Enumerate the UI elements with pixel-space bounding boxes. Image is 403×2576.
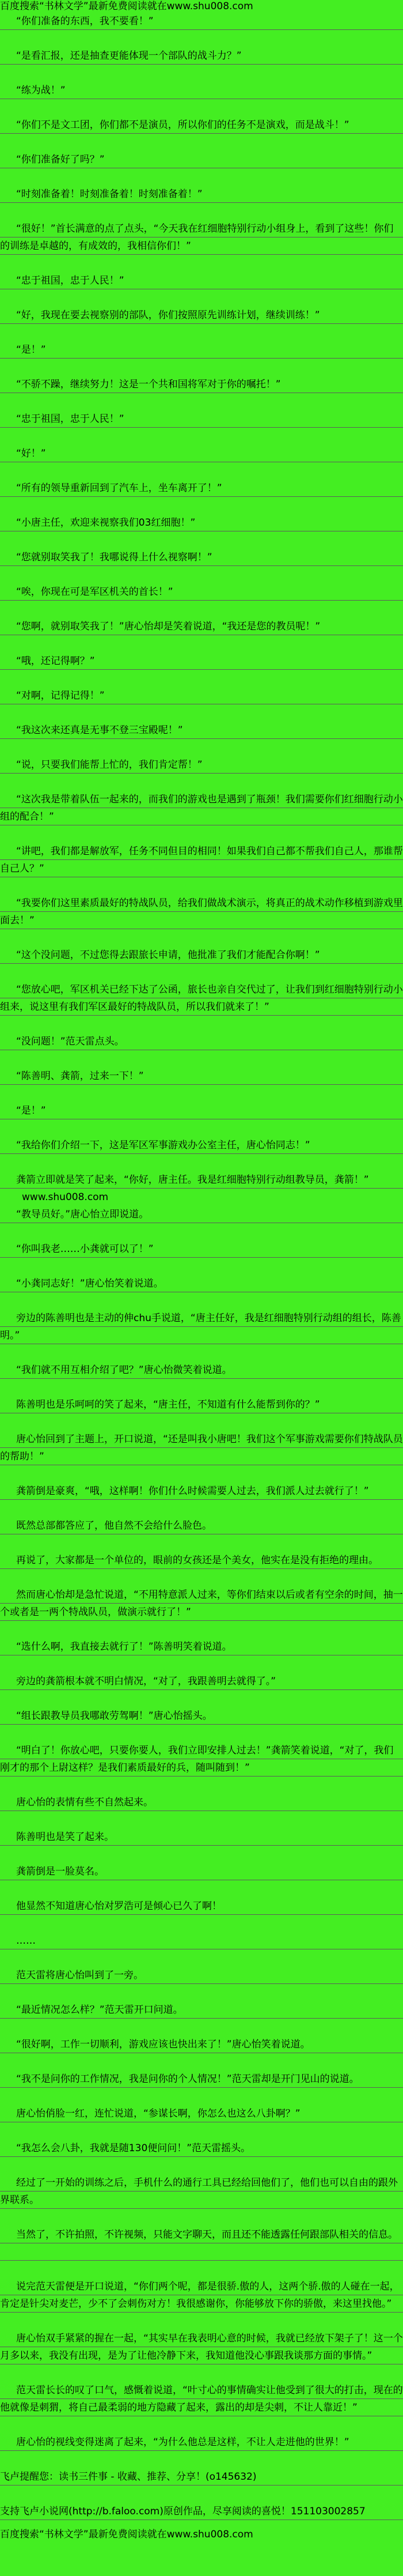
novel-paragraph: “没问题！”范天雷点头。 xyxy=(0,1033,403,1050)
novel-paragraph: “忠于祖国，忠于人民！” xyxy=(0,410,403,428)
novel-paragraph: 他显然不知道唐心怡对罗浩可是倾心已久了啊！ xyxy=(0,1898,403,1915)
novel-paragraph: “你们准备的东西，我不要看！” xyxy=(0,13,403,30)
novel-paragraph: “最近情况怎么样？”范天雷开口问道。 xyxy=(0,2001,403,2019)
novel-paragraph: 再说了，大家都是一个单位的，眼前的女孩还是个美女，他实在是没有拒绝的理由。 xyxy=(0,1552,403,1569)
novel-paragraph: 陈善明也是笑了起来。 xyxy=(0,1828,403,1846)
novel-paragraph: “小唐主任，欢迎来视察我们03红细胞！” xyxy=(0,514,403,531)
novel-paragraph: 既然总部都答应了，他自然不会给什么脸色。 xyxy=(0,1517,403,1534)
site-promo-header: 百度搜索“书林文学”最新免费阅读就在www.shu008.com xyxy=(0,1,253,12)
novel-paragraph: “这个没问题，不过您得去跟旅长申请，他批准了我们才能配合你啊！” xyxy=(0,946,403,964)
novel-paragraph: “时刻准备着！时刻准备着！时刻准备着！” xyxy=(0,186,403,203)
site-promo-footer: 百度搜索“书林文学”最新免费阅读就在www.shu008.com xyxy=(0,2529,253,2540)
novel-paragraph: 说完范天雷便是开口说道，“你们两个呢，都是很骄.傲的人，这两个骄.傲的人碰在一起，肯定是针尖对麦芒，少不了会刺伤对方！我很感谢你，你能够放下你的骄傲，来这里找他。” xyxy=(0,2278,403,2313)
novel-paragraph: 范天雷长长的叹了口气，感慨着说道，“叶寸心的事情确实让他受到了很大的打击，现在的他就像是刺猬，将自己最柔弱的地方隐藏了起来，露出的却是尖刺，不让人靠近！” xyxy=(0,2382,403,2416)
novel-paragraph: 唐心怡的表情有些不自然起来。 xyxy=(0,1794,403,1811)
novel-paragraph: 经过了一开始的训练之后，手机什么的通行工具已经给回他们了，他们也可以自由的跟外界联系。 xyxy=(0,2174,403,2209)
novel-paragraph: “好，我现在要去视察别的部队，你们按照原先训练计划，继续训练！” xyxy=(0,307,403,324)
novel-paragraph: 飞卢提醒您：读书三件事 - 收藏、推荐、分享！(o145632) xyxy=(0,2468,403,2486)
novel-paragraph: 唐心怡俏脸一红，连忙说道，“参谋长啊，你怎么也这么八卦啊？” xyxy=(0,2105,403,2122)
novel-paragraph: 唐心怡双手紧紧的握在一起，“其实早在我表明心意的时候，我就已经放下架子了！这一个月多以来，我没有出现，是为了让他冷静下来，我知道他没心事跟我谈那方面的事情。” xyxy=(0,2330,403,2364)
novel-paragraph: “我怎么会八卦，我就是随130便问问！”范天雷摇头。 xyxy=(0,2140,403,2157)
novel-paragraph: “选什么啊，我直接去就行了！”陈善明笑着说道。 xyxy=(0,1638,403,1655)
novel-paragraph: 旁边的龚箭根本就不明白情况，“对了，我跟善明去就得了。” xyxy=(0,1673,403,1690)
novel-paragraph: “小龚同志好！”唐心怡笑着说道。 xyxy=(0,1275,403,1292)
novel-paragraph: “明白了！你放心吧，只要你要人，我们立即安排人过去！”龚箭笑着说道，“对了，我们刚才的那个上尉这样？是我们素质最好的兵，随叫随到！” xyxy=(0,1742,403,1777)
novel-paragraph: “很好！”首长满意的点了点头，“今天我在红细胞特别行动小组身上，看到了这些！你们的训练是卓越的，有成效的，我相信你们！” xyxy=(0,220,403,255)
novel-paragraph: “你们准备好了吗？” xyxy=(0,151,403,168)
novel-paragraph: “教导员好。”唐心怡立即说道。 xyxy=(0,1206,403,1223)
novel-paragraph: “您放心吧，军区机关已经下达了公函，旅长也亲自交代过了，让我们到红细胞特别行动小组来，说这里有我们军区最好的特战队员，所以我们就来了！” xyxy=(0,981,403,1016)
novel-paragraph: “是！” xyxy=(0,341,403,359)
novel-body xyxy=(0,13,403,2520)
novel-paragraph: “你们不是文工团，你们都不是演员，所以你们的任务不是演戏，而是战斗！” xyxy=(0,116,403,134)
novel-paragraph: “好！” xyxy=(0,445,403,462)
novel-paragraph: “是看汇报，还是抽查更能体现一个部队的战斗力？” xyxy=(0,47,403,65)
novel-paragraph: “所有的领导重新回到了汽车上，坐车离开了！” xyxy=(0,480,403,497)
novel-paragraph: 唐心怡回到了主题上，开口说道，“还是叫我小唐吧！我们这个军事游戏需要你们特战队员的帮助！” xyxy=(0,1431,403,1465)
novel-paragraph: 唐心怡的视线变得迷离了起来，“为什么他总是这样，不让人走进他的世界！” xyxy=(0,2434,403,2451)
novel-paragraph: 陈善明也是乐呵呵的笑了起来，“唐主任，不知道有什么能帮到你的？” xyxy=(0,1396,403,1413)
novel-paragraph: “我们就不用互相介绍了吧？”唐心怡微笑着说道。 xyxy=(0,1361,403,1379)
novel-paragraph: 范天雷将唐心怡叫到了一旁。 xyxy=(0,1967,403,1984)
novel-paragraph: “我要你们这里素质最好的特战队员，给我们做战术演示，将真正的战术动作移植到游戏里面去！” xyxy=(0,895,403,929)
novel-paragraph: “我这次来还真是无事不登三宝殿呢！” xyxy=(0,722,403,739)
novel-paragraph: “你叫我老……小龚就可以了！” xyxy=(0,1240,403,1258)
novel-paragraph: “哦，还记得啊？” xyxy=(0,653,403,670)
novel-paragraph: “练为战！” xyxy=(0,82,403,99)
novel-paragraph: “不骄不躁，继续努力！这是一个共和国将军对于你的嘱托！” xyxy=(0,376,403,393)
novel-paragraph: …… xyxy=(0,1932,403,1949)
novel-paragraph: “组长跟教导员我哪敢劳驾啊！”唐心怡摇头。 xyxy=(0,1707,403,1725)
novel-paragraph: “说，只要我们能帮上忙的，我们肯定帮！” xyxy=(0,756,403,774)
novel-paragraph: 旁边的陈善明也是主动的伸chu手说道，“唐主任好，我是红细胞特别行动组的组长，陈善明。” xyxy=(0,1310,403,1344)
novel-paragraph: “这次我是带着队伍一起来的，而我们的游戏也是遇到了瓶颈！我们需要你们红细胞行动小组的配合！” xyxy=(0,791,403,825)
novel-paragraph: “唉，你现在可是军区机关的首长！” xyxy=(0,583,403,601)
novel-paragraph: “很好啊，工作一切顺利，游戏应该也快出来了！”唐心怡笑着说道。 xyxy=(0,2036,403,2053)
novel-paragraph: “对啊，记得记得！” xyxy=(0,687,403,704)
novel-paragraph: “忠于祖国，忠于人民！” xyxy=(0,272,403,289)
novel-paragraph: 龚箭立即就是笑了起来，“你好，唐主任。我是红细胞特别行动组教导员，龚箭！” xyxy=(0,1171,403,1189)
novel-paragraph: “讲吧，我们都是解放军，任务不同但目的相同！如果我们自己都不帮我们自己人，那谁帮自己人？” xyxy=(0,843,403,877)
novel-paragraph: “我不是问你的工作情况，我是问你的个人情况！”范天雷却是开门见山的说道。 xyxy=(0,2070,403,2088)
novel-paragraph: 然而唐心怡却是急忙说道，“不用特意派人过来，等你们结束以后或者有空余的时间，抽一个或者是一两个特战队员，做演示就行了！” xyxy=(0,1586,403,1621)
novel-paragraph: “陈善明、龚箭，过来一下！” xyxy=(0,1068,403,1085)
novel-paragraph: “是！” xyxy=(0,1102,403,1119)
novel-paragraph: 支持飞卢小说网(http://b.faloo.com)原创作品，尽享阅读的喜悦！151103002857 xyxy=(0,2503,403,2520)
novel-paragraph: “您啊，就别取笑我了！”唐心怡却是笑着说道，“我还是您的教员呢！” xyxy=(0,618,403,635)
inline-ad-line: www.shu008.com xyxy=(22,1191,109,1203)
novel-paragraph: “您就别取笑我了！我哪说得上什么视察啊！” xyxy=(0,549,403,566)
novel-paragraph: 龚箭倒是豪爽，“哦，这样啊！你们什么时候需要人过去，我们派人过去就行了！” xyxy=(0,1483,403,1500)
novel-paragraph: 当然了，不许拍照，不许视频，只能文字聊天，而且还不能透露任何跟部队相关的信息。 xyxy=(0,2226,403,2261)
novel-paragraph: 龚箭倒是一脸莫名。 xyxy=(0,1863,403,1880)
novel-paragraph: “我给你们介绍一下，这是军区军事游戏办公室主任，唐心怡同志！” xyxy=(0,1137,403,1154)
